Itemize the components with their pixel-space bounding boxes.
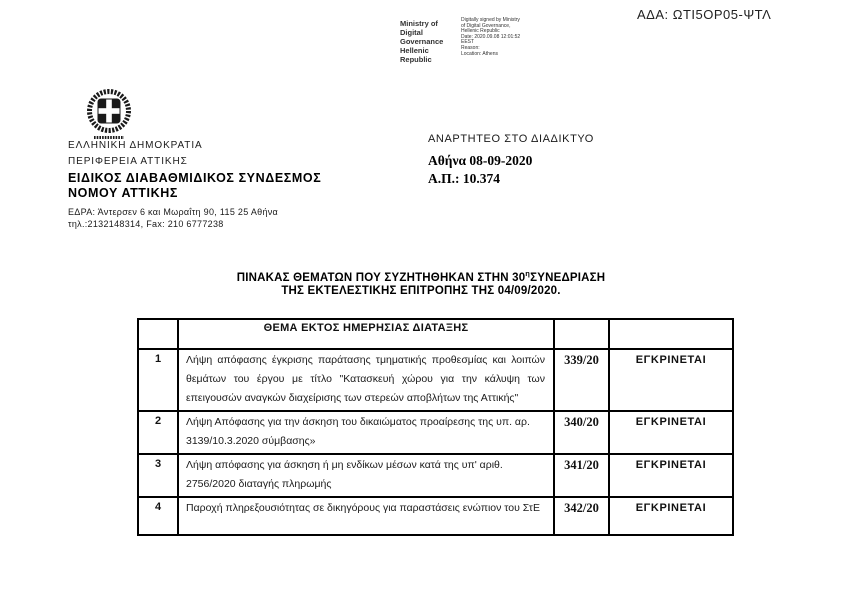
row-decision-number: 339/20	[554, 349, 609, 411]
signature-detail-line: EEST	[461, 39, 475, 46]
internet-posting-label: ΑΝΑΡΤΗΤΕΟ ΣΤΟ ΔΙΑΔΙΚΤΥΟ	[428, 133, 594, 145]
document-title	[0, 267, 842, 299]
section-header-cell: ΘΕΜΑ ΕΚΤΟΣ ΗΜΕΡΗΣΙΑΣ ΔΙΑΤΑΞΗΣ	[178, 319, 554, 349]
row-status: ΕΓΚΡΙΝΕΤΑΙ	[609, 411, 733, 454]
org-name-line1: ΕΙΔΙΚΟΣ ΔΙΑΒΑΘΜΙΔΙΚΟΣ ΣΥΝΔΕΣΜΟΣ	[68, 171, 322, 185]
ministry-line: Ministry of Digital	[400, 19, 438, 37]
title-line-1: ΠΙΝΑΚΑΣ ΘΕΜΑΤΩΝ ΠΟΥ ΣΥΖΗΤΗΘΗΚΑΝ ΣΤΗΝ $30^\eta\Sigma\Upsilon NE\Delta PIA\Sigma H$	[236, 269, 606, 284]
table-row	[138, 497, 733, 535]
row-topic: Λήψη Απόφασης για την άσκηση του δικαιώματος προαίρεσης της υπ. αρ. 3139/10.3.2020 σύμβασης»	[178, 411, 554, 454]
row-number: 1	[138, 349, 178, 411]
row-topic: Λήψη απόφασης για άσκηση ή μη ενδίκων μέσων κατά της υπ' αριθ. 2756/2020 διαταγής πληρωμής	[178, 454, 554, 497]
greek-coat-of-arms-icon	[85, 88, 133, 142]
signature-details	[461, 18, 539, 57]
org-phone-fax: τηλ.:2132148314, Fax: 210 6777238	[68, 219, 224, 229]
ministry-line: Governance	[400, 37, 444, 46]
table-row	[138, 454, 733, 497]
header-decision-cell	[554, 319, 609, 349]
ada-code: ΑΔΑ: ΩΤΙ5ΟΡ05-ΨΤΛ	[637, 7, 772, 22]
header-status-cell	[609, 319, 733, 349]
ministry-signature-stamp	[400, 19, 458, 64]
row-number: 3	[138, 454, 178, 497]
title-line-2: ΤΗΣ ΕΚΤΕΛΕΣΤΙΚΗΣ ΕΠΙΤΡΟΠΗΣ ΤΗΣ 04/09/2020.	[281, 285, 561, 298]
document-date: Αθήνα 08-09-2020	[428, 153, 533, 168]
signature-detail-line: Hellenic Republic	[461, 28, 500, 35]
org-address: ΕΔΡΑ: Άντερσεν 6 και Μωραΐτη 90, 115 25 Αθήνα	[68, 207, 279, 217]
signature-detail-line: Reason:	[461, 44, 480, 51]
header-number-cell	[138, 319, 178, 349]
row-number: 2	[138, 411, 178, 454]
signature-detail-line: Date: 2020.09.08 12:01:52	[461, 33, 521, 40]
org-country: ΕΛΛΗΝΙΚΗ ΔΗΜΟΚΡΑΤΙΑ	[68, 140, 203, 151]
row-decision-number: 340/20	[554, 411, 609, 454]
row-status: ΕΓΚΡΙΝΕΤΑΙ	[609, 349, 733, 411]
table-row	[138, 349, 733, 411]
organization-header	[68, 138, 388, 230]
org-region: ΠΕΡΙΦΕΡΕΙΑ ΑΤΤΙΚΗΣ	[68, 156, 188, 167]
table-row	[138, 411, 733, 454]
row-decision-number: 341/20	[554, 454, 609, 497]
row-decision-number: 342/20	[554, 497, 609, 535]
signature-detail-line: Digitally signed by Ministry	[461, 17, 520, 23]
row-number: 4	[138, 497, 178, 535]
row-topic: Παροχή πληρεξουσιότητας σε δικηγόρους για παραστάσεις ενώπιον του ΣτΕ	[178, 497, 554, 535]
signature-detail-line: of Digital Governance,	[461, 22, 511, 29]
row-status: ΕΓΚΡΙΝΕΤΑΙ	[609, 497, 733, 535]
topics-table	[137, 318, 734, 536]
table-header-row	[138, 319, 733, 349]
org-name-line2: ΝΟΜΟΥ ΑΤΤΙΚΗΣ	[68, 186, 178, 200]
row-topic: Λήψη απόφασης έγκρισης παράτασης τμηματικής προθεσμίας και λοιπών θεμάτων του έργου με τίτλο "Κατασκευή χώρου για την κάλυψη των επειγουσών αναγκών διαχείρισης των στερεών αποβλήτων της Αττικής"	[178, 349, 554, 411]
row-status: ΕΓΚΡΙΝΕΤΑΙ	[609, 454, 733, 497]
protocol-number: Α.Π.: 10.374	[428, 171, 500, 186]
ministry-line: Hellenic Republic	[400, 46, 432, 64]
signature-detail-line: Location: Athens	[461, 50, 498, 57]
